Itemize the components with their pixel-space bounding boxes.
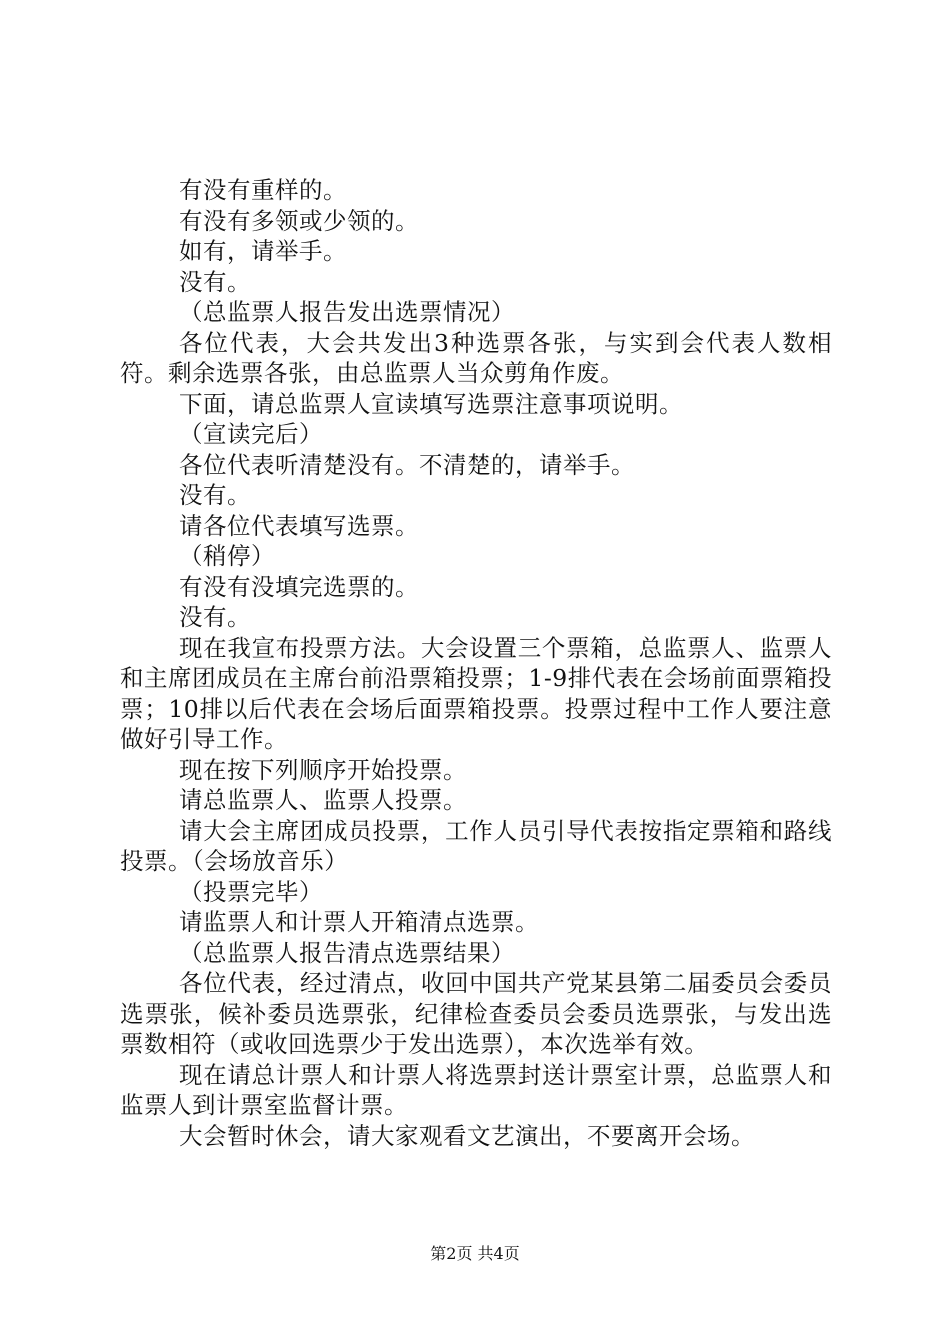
paragraph: 大会暂时休会，请大家观看文艺演出，不要离开会场。 bbox=[179, 1121, 755, 1150]
paragraph: 请各位代表填写选票。 bbox=[179, 511, 419, 540]
paragraph: （总监票人报告发出选票情况） bbox=[179, 298, 515, 326]
paragraph: （宣读完后） bbox=[179, 420, 323, 448]
paragraph: 现在按下列顺序开始投票。 bbox=[179, 755, 467, 784]
paragraph: 请大会主席团成员投票，工作人员引导代表按指定票箱和路线投票。（会场放音乐） bbox=[120, 816, 832, 875]
page-number-footer: 第2页 共4页 bbox=[430, 1244, 520, 1263]
paragraph: （稍停） bbox=[179, 542, 275, 570]
paragraph: 各位代表，经过清点，收回中国共产党某县第二届委员会委员选票张，候补委员选票张，纪律检查委员会委员选票张，与发出选票数相符（或收回选票少于发出选票），本次选举有效。 bbox=[120, 969, 832, 1058]
paragraph: 下面，请总监票人宣读填写选票注意事项说明。 bbox=[179, 389, 683, 418]
document-body bbox=[120, 175, 832, 1151]
paragraph: （总监票人报告清点选票结果） bbox=[179, 938, 515, 967]
paragraph: 没有。 bbox=[179, 481, 251, 509]
paragraph: 请监票人和计票人开箱清点选票。 bbox=[179, 908, 539, 936]
paragraph: （投票完毕） bbox=[179, 877, 323, 906]
paragraph: 有没有没填完选票的。 bbox=[179, 572, 419, 601]
paragraph: 没有。 bbox=[179, 603, 251, 631]
paragraph: 现在我宣布投票方法。大会设置三个票箱，总监票人、监票人和主席团成员在主席台前沿票箱投票；1-9排代表在会场前面票箱投票；10排以后代表在会场后面票箱投票。投票过程中工作人要注意做好引导工作。 bbox=[120, 633, 832, 753]
paragraph: 各位代表听清楚没有。不清楚的，请举手。 bbox=[179, 450, 635, 479]
paragraph: 现在请总计票人和计票人将选票封送计票室计票，总监票人和监票人到计票室监督计票。 bbox=[120, 1060, 832, 1119]
paragraph: 如有，请举手。 bbox=[179, 237, 347, 265]
paragraph: 没有。 bbox=[179, 267, 251, 296]
paragraph: 请总监票人、监票人投票。 bbox=[179, 786, 467, 814]
paragraph: 有没有重样的。 bbox=[179, 176, 347, 204]
paragraph: 各位代表，大会共发出3种选票各张，与实到会代表人数相符。剩余选票各张，由总监票人当众剪角作废。 bbox=[120, 328, 832, 387]
paragraph: 有没有多领或少领的。 bbox=[179, 206, 419, 235]
